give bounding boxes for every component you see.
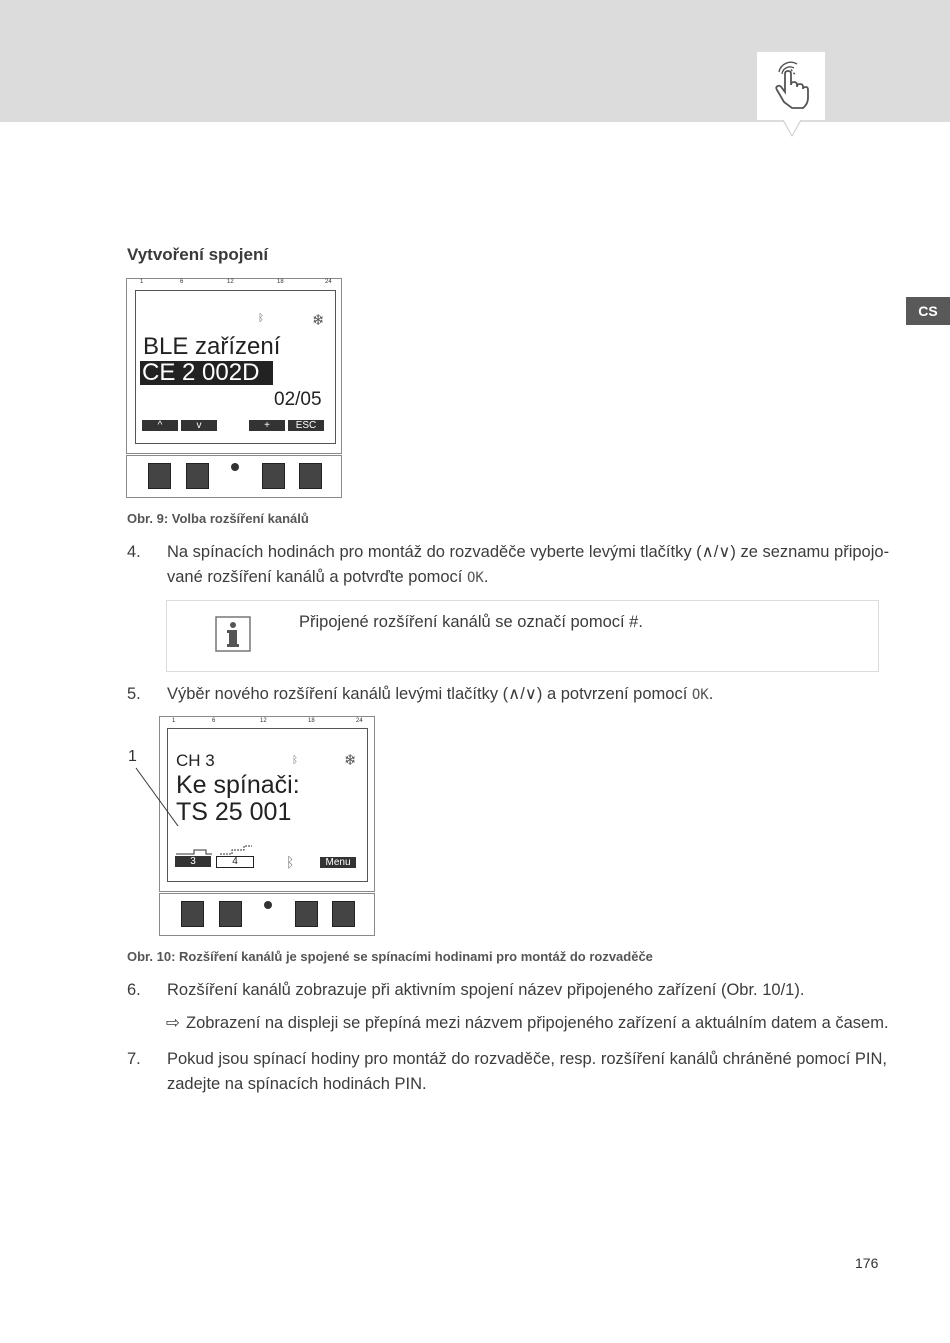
device-button (299, 463, 322, 489)
device-button (332, 901, 355, 927)
step-6 (127, 978, 867, 1004)
tick-label: 24 (356, 718, 363, 724)
tick-label: 18 (277, 279, 284, 285)
device-button (186, 463, 209, 489)
hour-ticks (140, 279, 334, 287)
button-row (159, 893, 375, 936)
step-text-line: zadejte na spínacích hodinách PIN. (167, 1075, 427, 1093)
step-text-line: Pokud jsou spínací hodiny pro montáž do rozvaděče, resp. rozšíření kanálů chráněné pomocí PIN, (167, 1050, 887, 1068)
switch-program-icon (174, 844, 254, 856)
lcd-screen (135, 290, 336, 444)
figure-10-caption: Obr. 10: Rozšíření kanálů je spojené se spínacími hodinami pro montáž do rozvaděče (127, 949, 653, 964)
step-number: 6. (127, 981, 141, 999)
step-text-line: Na spínacích hodinách pro montáž do rozvaděče vyberte levými tlačítky (∧/∨) ze seznamu připojo- (167, 543, 890, 561)
step-text: Rozšíření kanálů zobrazuje při aktivním spojení název připojeného zařízení (Obr. 10/1). (167, 981, 805, 999)
bluetooth-icon: ᛒ (292, 755, 298, 766)
channel-4-indicator: 4 (216, 856, 254, 868)
step-4 (127, 540, 890, 592)
button-row (126, 455, 342, 498)
info-note (166, 600, 879, 672)
info-icon (215, 616, 251, 652)
figure-10-device (126, 716, 376, 938)
bluetooth-icon: ᛒ (286, 854, 295, 870)
ok-key-code: OK (691, 687, 709, 703)
step-text (167, 682, 713, 708)
step-text (167, 1047, 887, 1097)
page-number: 176 (855, 1255, 879, 1271)
softkey-menu: Menu (320, 857, 356, 868)
tick-label: 1 (172, 718, 176, 724)
figure-9-caption: Obr. 9: Volba rozšíření kanálů (127, 511, 309, 526)
note-text: Připojené rozšíření kanálů se označí pomocí #. (299, 613, 643, 631)
hand-touch-icon (757, 52, 825, 120)
step-5 (127, 682, 867, 708)
tick-label: 24 (325, 279, 332, 285)
tick-label: 18 (308, 718, 315, 724)
channel-3-indicator: 3 (175, 856, 211, 867)
step-text (167, 540, 890, 591)
tick-label: 6 (212, 718, 216, 724)
step-text-part: . (708, 685, 714, 703)
result-arrow-icon: ⇨ (166, 1014, 180, 1032)
device-button (219, 901, 242, 927)
lcd-channel: CH 3 (176, 751, 215, 770)
step-number: 4. (127, 543, 141, 561)
callout-pointer (783, 120, 801, 138)
step-6-result (166, 1013, 889, 1033)
callout-line (134, 766, 194, 836)
softkey-plus: + (249, 420, 285, 431)
tick-label: 12 (260, 718, 267, 724)
callout-number: 1 (128, 748, 137, 765)
lcd-line-selected: CE 2 002D (140, 361, 273, 385)
lcd-line-title: BLE zařízení (143, 333, 281, 360)
step-number: 5. (127, 685, 141, 703)
step-text-part: . (483, 568, 489, 586)
softkey-down: v (181, 420, 217, 431)
softkey-up: ^ (142, 420, 178, 431)
result-text: Zobrazení na displeji se přepíná mezi názvem připojeného zařízení a aktuálním datem a časem. (186, 1014, 889, 1032)
lcd-counter: 02/05 (274, 389, 322, 410)
device-button (181, 901, 204, 927)
device-button (295, 901, 318, 927)
hour-ticks (172, 718, 366, 726)
snowflake-icon: ❄ (312, 312, 325, 329)
step-7 (127, 1047, 887, 1099)
device-button (262, 463, 285, 489)
tick-label: 6 (180, 279, 184, 285)
step-text-part: Výběr nového rozšíření kanálů levými tlačítky (∧/∨) a potvrzení pomocí (167, 685, 692, 703)
lcd-line-device: TS 25 001 (176, 798, 292, 826)
device-button (148, 463, 171, 489)
step-text-line (167, 565, 867, 591)
language-tab: CS (906, 297, 950, 325)
ok-key-code: OK (466, 570, 484, 586)
lcd-screen (167, 728, 368, 882)
step-text-part: vané rozšíření kanálů a potvrďte pomocí (167, 568, 467, 586)
figure-9-device (126, 278, 342, 498)
bluetooth-icon: ᛒ (258, 313, 264, 324)
tick-label: 1 (140, 279, 144, 285)
softkey-esc: ESC (288, 420, 324, 431)
lcd-line-label: Ke spínači: (176, 771, 300, 799)
snowflake-icon: ❄ (344, 752, 357, 769)
status-led (231, 463, 239, 471)
status-led (264, 901, 272, 909)
section-heading: Vytvoření spojení (127, 245, 269, 264)
tick-label: 12 (227, 279, 234, 285)
step-number: 7. (127, 1050, 141, 1068)
